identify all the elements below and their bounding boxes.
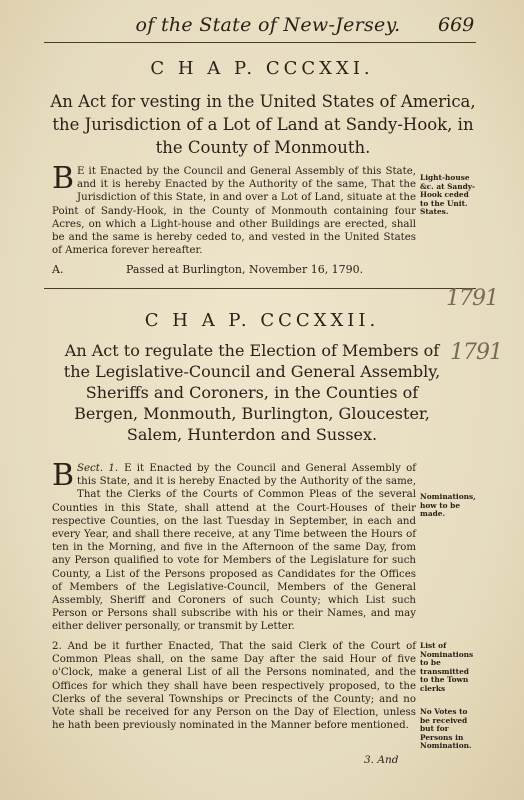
margin-note-lighthouse: Light-house &c. at Sandy-Hook ceded to the Unit. States.	[420, 173, 476, 217]
chapter-title-322: An Act to regulate the Election of Members of the Legislative-Council and General Assembly, Sheriffs and Coroners, in the Counties of Bergen, Monmouth, Burlington, Gloucester, Salem, Hunterdon and Sussex.	[63, 341, 441, 444]
margin-note-nominations: Nominations, how to be made.	[420, 492, 476, 519]
section-rule	[44, 288, 476, 289]
catchword: 3. And	[364, 754, 399, 766]
section-1-body	[52, 458, 416, 634]
section-2-body: 2. And be it further Enacted, That the said Clerk of the Court of Common Pleas shall, on the same Day after the said Hour of five o'Clock, make a general List of all the Persons nominated, and the Offices for which they shall have been respectively proposed, to the Clerks of the several Townships or Precincts of the County; and no Vote shall be received for any Person on the Day of Election, unless he hath been previously nominated in the Manner before mentioned.	[52, 641, 416, 732]
chapter-title-321: An Act for vesting in the United States of America, the Jurisdiction of a Lot of Land at Sandy-Hook, in the County of Monmouth.	[50, 92, 476, 157]
page-number: 669	[438, 14, 475, 36]
drop-cap: B	[52, 458, 75, 493]
margin-note-no-votes: No Votes to be received but for Persons in Nomination.	[420, 707, 472, 751]
running-header: of the State of New-Jersey.	[135, 14, 401, 36]
margin-note-list: List of Nominations to be transmitted to the Town clerks	[420, 641, 474, 693]
body-text: E it Enacted by the Council and General Assembly of this State, and it is hereby Enacted by the Authority of the same, That the Jurisdiction of this State, in and over a Lot of Land, situate at the Point of Sandy-Hook, in the County of Monmouth containing four Acres, on which a Light-house and other Buildings are erected, shall be and the same is hereby ceded to, and vested in the United States of America forever hereafter.	[52, 166, 416, 257]
passed-date: Passed at Burlington, November 16, 1790.	[126, 263, 364, 276]
header-rule	[44, 42, 476, 43]
drop-cap: B	[52, 161, 75, 196]
handwritten-mark-1: 1791	[446, 286, 498, 311]
section-1-text: E it Enacted by the Council and General Assembly of this State, and it is hereby Enacted by the Authority of the same, That the Clerks of the Courts of Common Pleas of the several Counties in this State, shall attend at the Court-Houses of their respective Counties, on the last Tuesday in September, in each and every Year, and shall there receive, at any Time between the Hours of ten in the Morning, and five in the Afternoon of the same Day, from any Person qualified to vote for Members of the Legislature for such County, a List of the Persons proposed as Candidates for the Offices of Members of the Legislative-Council, Members of the General Assembly, Sheriff and Coroners of such County; which List such Person or Persons shall subscribe with his or their Names, and may either deliver personally, or transmit by Letter.	[52, 463, 416, 633]
passed-letter: A.	[52, 263, 64, 276]
handwritten-mark-2: 1791	[450, 340, 502, 365]
chapter-body-321	[52, 161, 416, 257]
chapter-heading-322: C H A P. CCCXXII.	[144, 310, 380, 331]
section-1-label: Sect. 1.	[77, 463, 119, 474]
chapter-heading-321: C H A P. CCCXXI.	[150, 58, 374, 79]
